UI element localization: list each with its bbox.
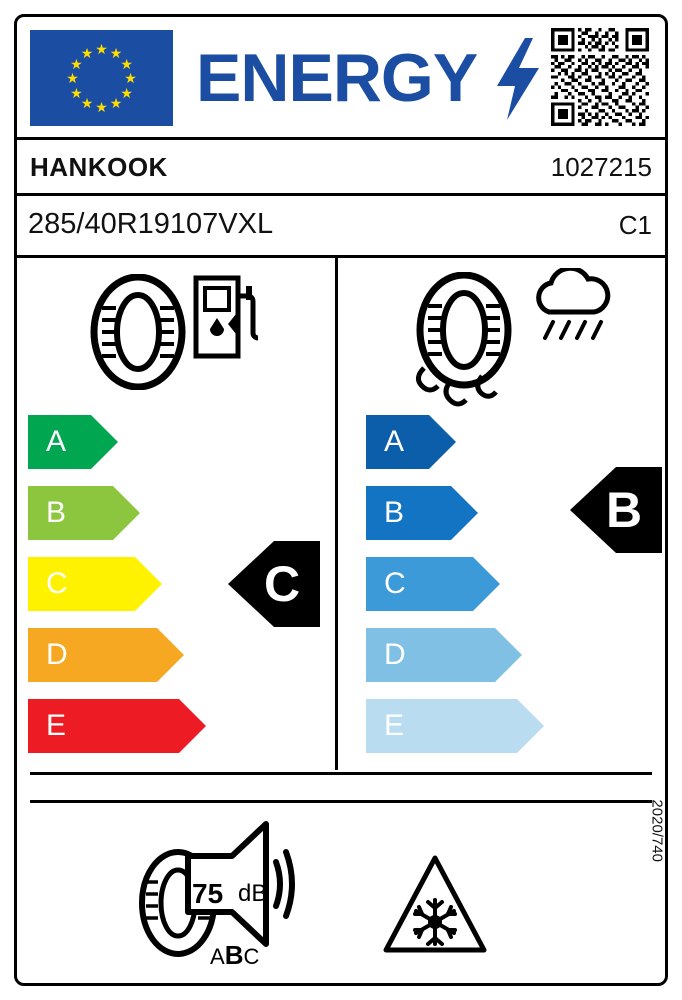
noise-class-a: A [210,944,225,969]
eu-star: ★ [109,95,123,112]
tyre-icon-fuel [90,274,186,390]
fuel-pump-icon [192,272,262,360]
eu-flag [30,30,173,126]
wet-grip-result [570,467,662,553]
eu-star: ★ [120,55,133,72]
qr-code [551,28,649,126]
eu-star: ★ [124,70,137,86]
wet-grade-letter: E [384,709,405,742]
label-date: 2020/740 [649,799,666,862]
wet-grade-letter: D [384,638,406,671]
noise-unit: dB [238,880,268,907]
divider-noise [30,800,652,803]
rain-cloud-icon [527,268,617,350]
tyre-size: 285/40R19107VXL [28,208,274,240]
fuel-grade-letter: C [46,567,68,600]
fuel-efficiency-result [228,541,320,627]
wet-grade-d [366,628,522,682]
noise-class-b-selected: B [224,940,244,970]
fuel-grade-c [28,557,162,611]
wet-grade-e [366,699,544,753]
fuel-grade-letter: D [46,638,68,671]
fuel-grade-letter: A [46,425,67,458]
eu-star: ★ [80,95,94,112]
energy-title: ENERGY [196,40,478,116]
tyre-class: C1 [618,210,652,240]
brand-name: HANKOOK [30,152,168,182]
fuel-grade-e [28,699,206,753]
column-divider [335,258,338,770]
wet-grade-letter: B [384,496,405,529]
fuel-grade-a [28,415,118,469]
wet-grip-result-letter: B [605,482,643,538]
divider-brand [17,193,665,196]
eu-star: ★ [120,84,133,101]
fuel-grade-letter: E [46,709,67,742]
fuel-efficiency-result-letter: C [263,556,301,612]
noise-class-c: C [243,944,260,969]
eu-star: ★ [109,44,123,61]
eu-star: ★ [95,41,108,57]
article-number: 1027215 [550,152,652,182]
wet-grade-letter: A [384,425,405,458]
wet-grade-c [366,557,500,611]
noise-value: 75 [192,878,224,909]
eu-star: ★ [70,55,83,72]
wet-grade-letter: C [384,567,406,600]
noise-class-scale [210,940,259,971]
snowflake-mountain-icon [382,852,488,956]
fuel-grade-letter: B [46,496,67,529]
fuel-grade-d [28,628,184,682]
eu-star: ★ [80,44,94,61]
wet-grade-b [366,486,478,540]
tyre-icon-wet [410,272,520,412]
fuel-grade-b [28,486,140,540]
divider-header [17,137,665,140]
lightning-bolt-icon [495,38,541,120]
eu-star: ★ [66,70,79,86]
eu-star: ★ [70,84,83,101]
divider-size [17,255,665,258]
eu-star: ★ [95,99,108,115]
divider-grades [30,772,652,775]
wet-grade-a [366,415,456,469]
